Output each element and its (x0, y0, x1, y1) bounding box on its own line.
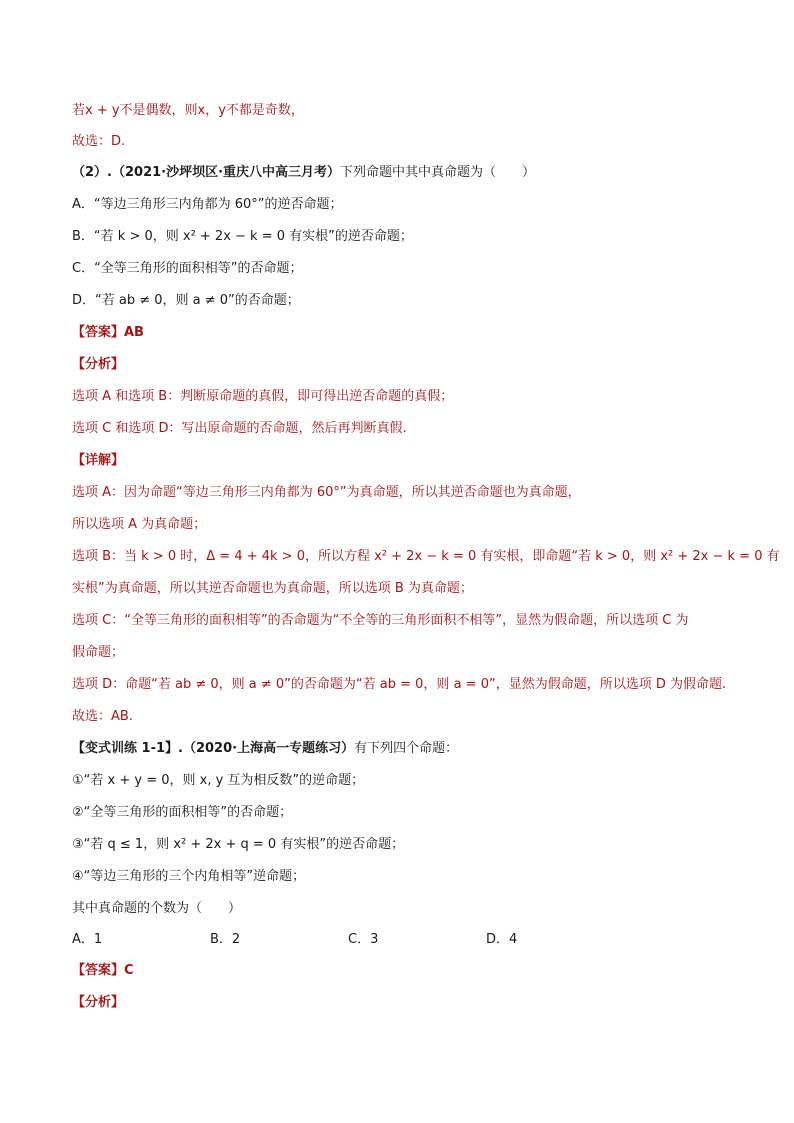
choice-a: A．1 (72, 932, 103, 947)
option-c: C．“全等三角形的面积相等”的否命题； (72, 261, 303, 276)
answer-label-2: 【答案】C (72, 963, 134, 978)
proposition-3: ③“若 q ≤ 1，则 x² + 2x + q = 0 有实根”的逆否命题； (72, 837, 405, 852)
answer-label: 【答案】AB (72, 325, 144, 340)
choice-d: D．4 (486, 932, 518, 947)
choice-c: C．3 (348, 932, 379, 947)
detail-line-8: 故选：AB. (72, 709, 133, 724)
detail-line-2: 所以选项 A 为真命题； (72, 517, 207, 532)
question-2-source: （2）.（2021·沙坪坝区·重庆八中高三月考） (72, 165, 341, 180)
choice-b: B．2 (210, 932, 241, 947)
variant-text: 有下列四个命题： (354, 741, 459, 756)
analysis-label: 【分析】 (72, 357, 125, 372)
variant-header (72, 740, 458, 758)
variant-source: 【变式训练 1-1】.（2020·上海高一专题练习） (72, 741, 355, 756)
proposition-2: ②“全等三角形的面积相等”的否命题； (72, 805, 293, 820)
detail-line-6: 假命题； (72, 645, 125, 660)
detail-line-5: 选项 C：“全等三角形的面积相等”的否命题为“不全等的三角形面积不相等”，显然为假命题，所以选项 C 为 (72, 613, 689, 628)
question-2-header (72, 164, 535, 182)
detail-line-4: 实根”为真命题，所以其逆否命题也为真命题，所以选项 B 为真命题； (72, 581, 473, 596)
analysis-line-1: 选项 A 和选项 B：判断原命题的真假，即可得出逆否命题的真假； (72, 389, 454, 404)
option-a: A．“等边三角形三内角都为 60°”的逆否命题； (72, 197, 343, 212)
conclusion-line: 若x + y不是偶数，则x，y不都是奇数， (72, 103, 304, 118)
proposition-4: ④“等边三角形的三个内角相等”逆命题； (72, 869, 306, 884)
analysis-label-2: 【分析】 (72, 995, 125, 1010)
choose-line: 故选：D. (72, 134, 126, 149)
question-2-text: 下列命题中其中真命题为（ ） (340, 165, 536, 180)
detail-line-7: 选项 D：命题“若 ab ≠ 0，则 a ≠ 0”的否命题为“若 ab = 0，则 a = 0”，显然为假命题，所以选项 D 为假命题. (72, 677, 727, 692)
detail-line-3: 选项 B：当 k > 0 时，Δ = 4 + 4k > 0，所以方程 x² + 2x − k = 0 有实根，即命题“若 k > 0，则 x² + 2x − k = 0 有 (72, 549, 780, 564)
option-b: B．“若 k > 0，则 x² + 2x − k = 0 有实根”的逆否命题； (72, 229, 413, 244)
option-d: D．“若 ab ≠ 0，则 a ≠ 0”的否命题； (72, 293, 300, 308)
analysis-line-2: 选项 C 和选项 D：写出原命题的否命题，然后再判断真假. (72, 421, 407, 436)
detail-line-1: 选项 A：因为命题“等边三角形三内角都为 60°”为真命题，所以其逆否命题也为真命题， (72, 485, 581, 500)
proposition-1: ①“若 x + y = 0，则 x, y 互为相反数”的逆命题； (72, 773, 365, 788)
count-question: 其中真命题的个数为（ ） (72, 901, 242, 916)
detail-label: 【详解】 (72, 453, 125, 468)
